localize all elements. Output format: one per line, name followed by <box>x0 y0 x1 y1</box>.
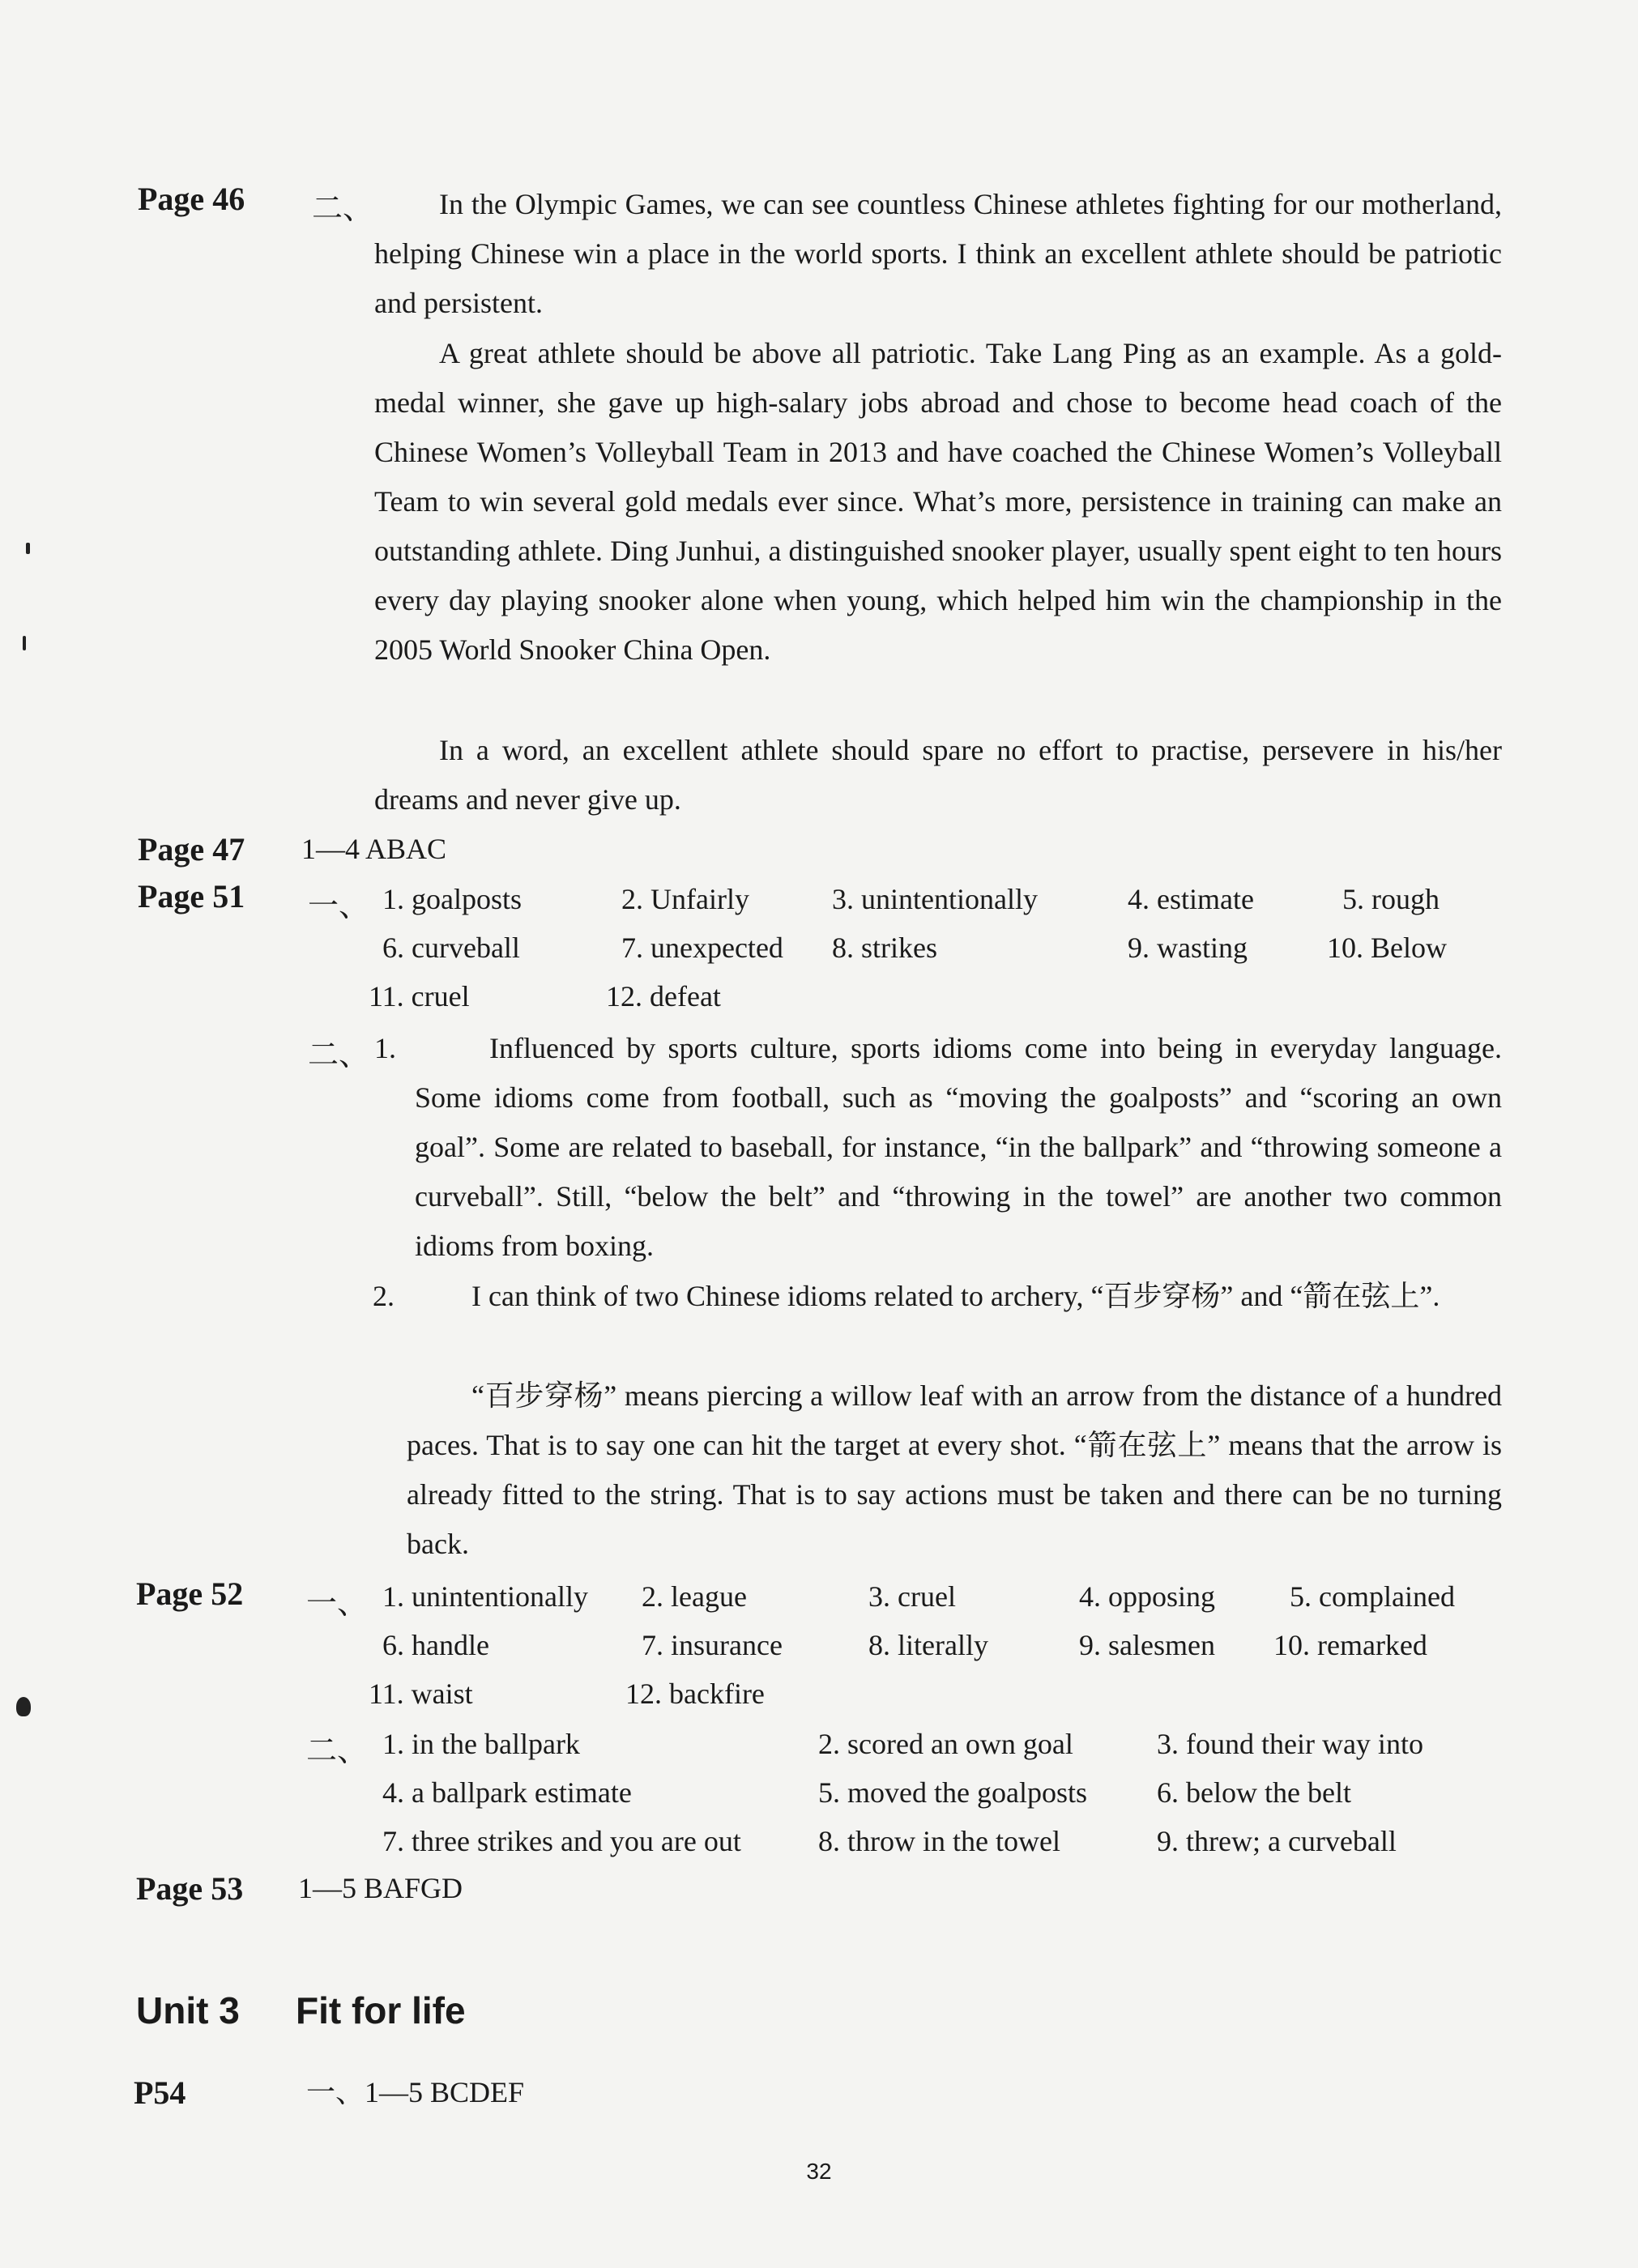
vocab-item: 3. cruel <box>868 1580 956 1613</box>
vocab-item: 2. league <box>642 1580 747 1613</box>
vocab-item: 6. curveball <box>382 932 520 964</box>
vocab-item: 6. handle <box>382 1629 489 1661</box>
section-marker-2: 二、 <box>312 192 374 226</box>
vocab-item: 5. complained <box>1290 1580 1455 1613</box>
page-number: 32 <box>806 2159 832 2184</box>
vocab-item: 8. literally <box>868 1629 988 1661</box>
vocab-item: 12. backfire <box>625 1678 765 1710</box>
essay-paragraph-2: A great athlete should be above all patriotic. Take Lang Ping as an example. As a gold-medal winner, she gave up high-salary jobs abroad and chose to become head coach of the Chinese Women’s Volleyball Team in 2013 and have coached the Chinese Women’s Volleyball Team to win several gold medals ever since. What’s more, persistence in training can make an outstanding athlete. Ding Junhui, a distinguished snooker player, usually spent eight to ten hours every day playing snooker alone when young, which helped him win the championship in the 2005 World Snooker China Open. <box>374 337 1502 666</box>
vocab-item: 10. Below <box>1327 932 1447 964</box>
vocab-item: 8. strikes <box>832 932 937 964</box>
scan-speck <box>16 1697 31 1716</box>
page-52-label: Page 52 <box>136 1575 244 1612</box>
section-marker-2: 二、 <box>306 1734 369 1768</box>
vocab-item: 7. unexpected <box>621 932 783 964</box>
vocab-item: 7. insurance <box>642 1629 783 1661</box>
question-number: 1. <box>374 1032 396 1064</box>
idioms-answer-2-intro: I can think of two Chinese idioms related to archery, “百步穿杨” and “箭在弦上”. <box>471 1280 1440 1312</box>
vocab-item: 1. unintentionally <box>382 1580 588 1613</box>
page-51-label: Page 51 <box>138 878 245 914</box>
vocab-item: 10. remarked <box>1273 1629 1427 1661</box>
phrase-item: 1. in the ballpark <box>382 1728 580 1760</box>
unit-title: Fit for life <box>296 1989 466 2031</box>
phrase-item: 4. a ballpark estimate <box>382 1776 632 1809</box>
phrase-item: 6. below the belt <box>1157 1776 1351 1809</box>
phrase-item: 7. three strikes and you are out <box>382 1825 741 1857</box>
essay-paragraph-1: In the Olympic Games, we can see countless Chinese athletes fighting for our motherland, helping Chinese win a place in the world sports. I think an excellent athlete should be patriotic and persistent. <box>374 188 1502 319</box>
vocab-item: 4. opposing <box>1079 1580 1216 1613</box>
scan-speck <box>26 543 30 554</box>
unit-number: Unit 3 <box>136 1989 240 2031</box>
vocab-item: 9. wasting <box>1128 932 1248 964</box>
phrase-item: 9. threw; a curveball <box>1157 1825 1397 1857</box>
page-53-answer: 1—5 BAFGD <box>298 1872 463 1904</box>
idioms-answer-2-body: “百步穿杨” means piercing a willow leaf with an arrow from the distance of a hundred paces. That is to say one can hit the target at every shot. “箭在弦上” means that the arrow is already fitted to the string. That is to say actions must be taken and there can be no turning back. <box>407 1379 1503 1560</box>
section-marker-2: 二、 <box>308 1038 370 1072</box>
p54-answer: 一、1—5 BCDEF <box>306 2076 525 2108</box>
phrase-item: 5. moved the goalposts <box>818 1776 1087 1809</box>
page-47-answer: 1—4 ABAC <box>301 833 447 865</box>
essay-paragraph-3: In a word, an excellent athlete should spare no effort to practise, persevere in his/her dreams and never give up. <box>374 734 1502 816</box>
phrase-item: 8. throw in the towel <box>818 1825 1060 1857</box>
vocab-item: 5. rough <box>1342 883 1440 915</box>
vocab-item: 2. Unfairly <box>621 883 749 915</box>
vocab-item: 1. goalposts <box>382 883 523 915</box>
idioms-answer-1: Influenced by sports culture, sports idioms come into being in everyday language. Some idioms come from football, such as “moving the goalposts” and “scoring an own goal”. Some are related to baseball, for instance, “in the ballpark” and “throwing someone a curveball”. Still, “below the belt” and “throwing in the towel” are another two common idioms from boxing. <box>415 1032 1502 1262</box>
phrase-item: 2. scored an own goal <box>818 1728 1073 1760</box>
vocab-item: 4. estimate <box>1128 883 1254 915</box>
phrase-item: 3. found their way into <box>1157 1728 1423 1760</box>
question-number: 2. <box>373 1280 395 1312</box>
page-47-label: Page 47 <box>138 831 245 868</box>
page-53-label: Page 53 <box>136 1870 244 1907</box>
section-marker-1: 一、 <box>306 1587 369 1621</box>
vocab-item: 11. waist <box>369 1678 473 1710</box>
vocab-item: 12. defeat <box>606 980 721 1013</box>
vocab-item: 3. unintentionally <box>832 883 1038 915</box>
section-marker-1: 一、 <box>308 889 370 923</box>
page-46-label: Page 46 <box>138 181 245 217</box>
scan-speck <box>23 636 26 650</box>
vocab-item: 9. salesmen <box>1079 1629 1215 1661</box>
vocab-item: 11. cruel <box>369 980 470 1013</box>
p54-label: P54 <box>134 2074 186 2111</box>
